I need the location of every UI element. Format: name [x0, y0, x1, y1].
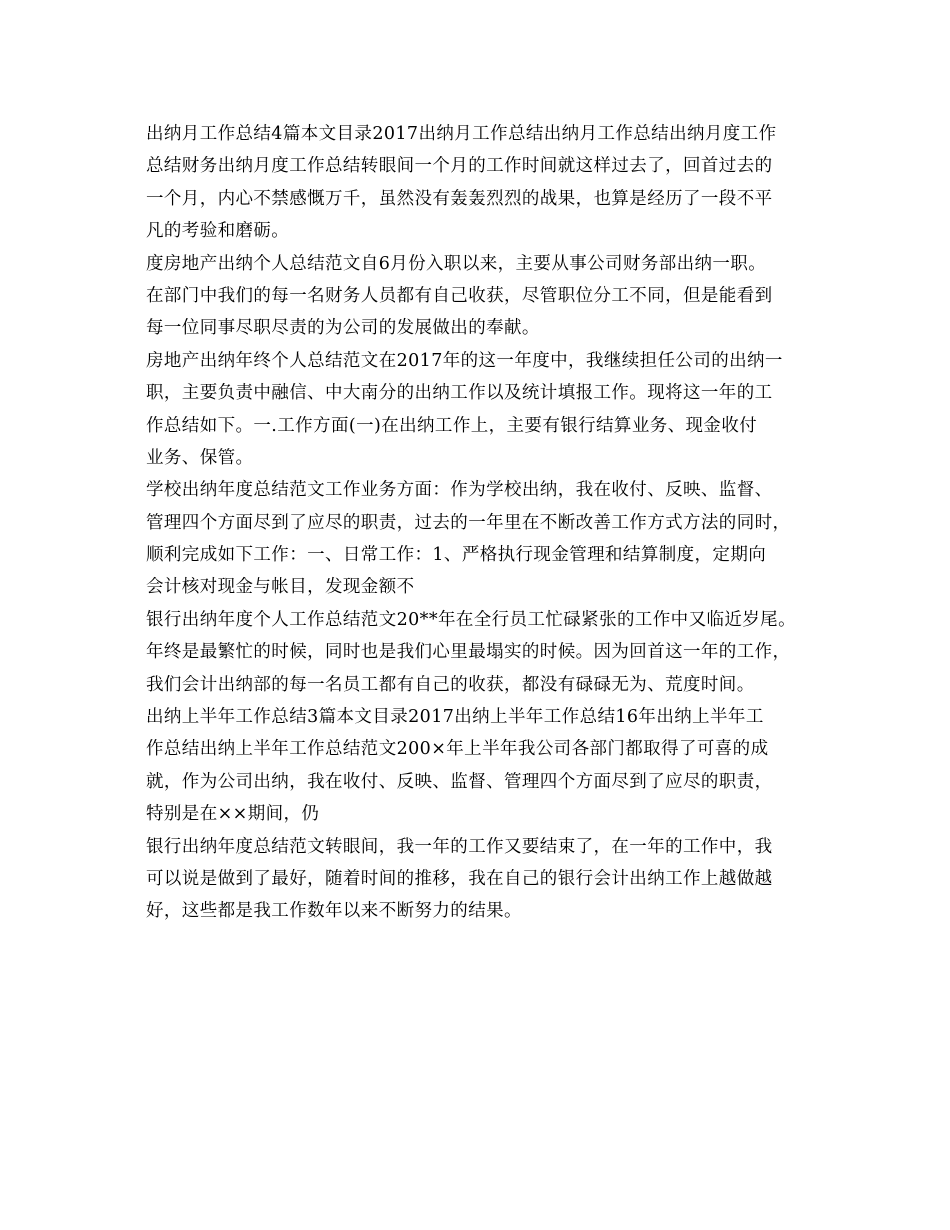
text-line: 一个月，内心不禁感慨万千，虽然没有轰轰烈烈的战果，也算是经历了一段不平 — [146, 188, 773, 209]
text-line: 作总结如下。一.工作方面(一)在出纳工作上，主要有银行结算业务、现金收付 — [146, 415, 758, 436]
text-line: 出纳月工作总结4篇本文目录2017出纳月工作总结出纳月工作总结出纳月度工作 — [146, 124, 777, 144]
text-line: 好，这些都是我工作数年以来不断努力的结果。 — [146, 901, 522, 922]
paragraph-6 — [146, 701, 816, 831]
text-line: 出纳上半年工作总结3篇本文目录2017出纳上半年工作总结16年出纳上半年工 — [146, 707, 764, 728]
text-line: 总结财务出纳月度工作总结转眼间一个月的工作时间就这样过去了，回首过去的 — [146, 156, 773, 177]
paragraph-7 — [146, 831, 816, 928]
text-line: 职，主要负责中融信、中大南分的出纳工作以及统计填报工作。现将这一年的工 — [146, 383, 773, 404]
text-line: 我们会计出纳部的每一名员工都有自己的收获，都没有碌碌无为、荒度时间。 — [146, 674, 755, 695]
text-line: 管理四个方面尽到了应尽的职责，过去的一年里在不断改善工作方式方法的同时， — [146, 512, 791, 533]
text-line: 银行出纳年度总结范文转眼间，我一年的工作又要结束了，在一年的工作中，我 — [146, 836, 773, 857]
text-line: 特别是在××期间，仍 — [146, 804, 320, 825]
text-line: 度房地产出纳个人总结范文自6月份入职以来，主要从事公司财务部出纳一职。 — [146, 253, 767, 274]
document-body — [146, 118, 816, 928]
text-line: 房地产出纳年终个人总结范文在2017年的这一年度中，我继续担任公司的出纳一 — [146, 350, 783, 371]
text-line: 会计核对现金与帐目，发现金额不 — [146, 577, 415, 598]
text-line: 凡的考验和磨砺。 — [146, 221, 290, 242]
text-line: 学校出纳年度总结范文工作业务方面：作为学校出纳，我在收付、反映、监督、 — [146, 480, 773, 501]
paragraph-2 — [146, 248, 816, 345]
text-line: 顺利完成如下工作：一、日常工作：1、严格执行现金管理和结算制度，定期向 — [146, 545, 767, 566]
text-line: 就，作为公司出纳，我在收付、反映、监督、管理四个方面尽到了应尽的职责， — [146, 771, 773, 792]
paragraph-1 — [146, 118, 816, 248]
text-line: 银行出纳年度个人工作总结范文20**年在全行员工忙碌紧张的工作中又临近岁尾。 — [146, 609, 796, 630]
text-line: 在部门中我们的每一名财务人员都有自己收获，尽管职位分工不同，但是能看到 — [146, 285, 773, 306]
text-line: 作总结出纳上半年工作总结范文200×年上半年我公司各部门都取得了可喜的成 — [146, 739, 769, 760]
text-line: 业务、保管。 — [146, 447, 254, 468]
paragraph-5 — [146, 604, 816, 701]
text-line: 年终是最繁忙的时候，同时也是我们心里最塌实的时候。因为回首这一年的工作， — [146, 642, 791, 663]
paragraph-4 — [146, 474, 816, 604]
paragraph-3 — [146, 345, 816, 475]
text-line: 可以说是做到了最好，随着时间的推移，我在自己的银行会计出纳工作上越做越 — [146, 868, 773, 889]
text-line: 每一位同事尽职尽责的为公司的发展做出的奉献。 — [146, 318, 540, 339]
